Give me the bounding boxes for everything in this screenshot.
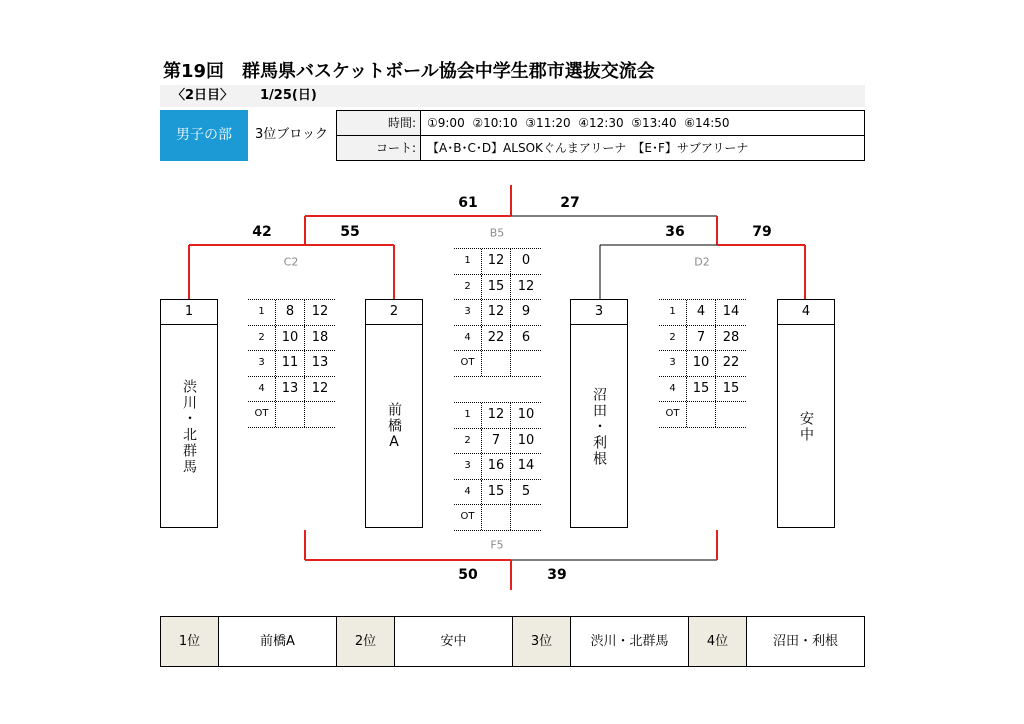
match-label-d2: D2 [694, 255, 710, 269]
period-score-left: 7 [687, 326, 716, 351]
b5-score-right: 27 [560, 195, 580, 211]
period-score-left [482, 505, 511, 530]
c2-period-scores [248, 299, 335, 428]
period-score-right: 5 [521, 483, 531, 499]
period-score-left: 11 [276, 351, 305, 376]
period-score-left: 13 [276, 377, 305, 402]
page-title: 第19回 群馬県バスケットボール協会中学生郡市選抜交流会 [163, 61, 655, 82]
period-score-right [511, 505, 541, 530]
period-score-right: 14 [722, 304, 740, 319]
team-seed: 4 [778, 300, 834, 325]
period-score-left: 12 [482, 300, 511, 325]
period-score-left: 22 [482, 326, 511, 351]
period-label: 3 [454, 454, 482, 479]
f5-score-right: 39 [547, 567, 567, 583]
court-label: コート: [337, 136, 421, 160]
period-row [659, 326, 746, 352]
period-label: 1 [454, 249, 482, 274]
period-row [659, 402, 746, 428]
team-name: 沼田・利根 [591, 386, 607, 467]
team-box-4 [777, 299, 835, 528]
period-score-right: 6 [521, 329, 531, 345]
period-row [454, 505, 541, 531]
d2-score-left: 36 [665, 224, 685, 240]
period-score-left: 10 [687, 351, 716, 376]
schedule-row-time [337, 111, 864, 135]
period-row [659, 377, 746, 403]
team-name: 渋川・北群馬 [181, 378, 197, 475]
rank-place: 2位 [337, 617, 395, 666]
period-row [454, 326, 541, 352]
rank-place: 4位 [689, 617, 747, 666]
period-row [454, 454, 541, 480]
period-score-left [687, 402, 716, 427]
period-score-right: 12 [311, 304, 329, 319]
period-label: OT [454, 351, 482, 376]
day-date: 1/25(日) [260, 88, 317, 103]
d2-score-right: 79 [752, 224, 772, 240]
period-score-left: 15 [482, 480, 511, 505]
period-score-left: 15 [687, 377, 716, 402]
period-score-right: 18 [311, 329, 329, 345]
rank-team: 安中 [395, 617, 513, 666]
team-box-1 [160, 299, 218, 528]
period-score-right: 0 [521, 253, 531, 268]
period-label: 2 [248, 326, 276, 351]
period-label: 2 [454, 429, 482, 454]
period-row [454, 403, 541, 429]
period-score-right: 28 [722, 329, 740, 345]
team-name: 前橋A [386, 401, 402, 452]
period-score-left: 8 [276, 300, 305, 325]
f5-period-scores [454, 402, 541, 531]
period-row [248, 326, 335, 352]
period-score-left: 10 [276, 326, 305, 351]
period-row [454, 300, 541, 326]
period-row [454, 429, 541, 455]
period-score-right: 15 [722, 380, 740, 396]
period-row [659, 300, 746, 326]
period-score-right: 12 [517, 278, 535, 294]
period-label: 3 [659, 351, 687, 376]
division-badge: 男子の部 [160, 110, 248, 161]
c2-score-right: 55 [340, 224, 360, 240]
period-score-left: 12 [482, 403, 511, 428]
period-label: 2 [454, 275, 482, 300]
period-score-right: 22 [722, 355, 740, 371]
period-label: 4 [454, 480, 482, 505]
rank-team: 沼田・利根 [772, 634, 838, 649]
period-label: 1 [659, 300, 687, 325]
b5-period-scores [454, 248, 541, 377]
period-row [248, 300, 335, 326]
match-label-c2: C2 [283, 255, 299, 269]
team-box-3 [570, 299, 628, 528]
period-label: OT [248, 402, 276, 427]
period-score-right: 12 [311, 380, 329, 396]
d2-period-scores [659, 299, 746, 428]
f5-score-left: 50 [458, 567, 478, 583]
c2-score-left: 42 [252, 224, 272, 240]
b5-score-left: 61 [458, 195, 478, 211]
period-score-right: 14 [517, 458, 535, 474]
match-label-b5: B5 [489, 226, 505, 240]
team-seed: 1 [161, 300, 217, 325]
period-score-left: 12 [482, 249, 511, 274]
period-row [248, 377, 335, 403]
period-score-left: 15 [482, 275, 511, 300]
period-score-left [276, 402, 305, 427]
period-row [454, 249, 541, 275]
period-score-right: 10 [517, 407, 535, 422]
day-band [160, 85, 865, 107]
team-seed: 3 [571, 300, 627, 325]
period-score-right: 10 [517, 432, 535, 448]
court-value: 【A･B･C･D】ALSOKぐんまアリーナ 【E･F】サブアリーナ [427, 141, 749, 155]
period-label: 4 [454, 326, 482, 351]
period-label: OT [659, 402, 687, 427]
period-row [454, 275, 541, 301]
time-value: ①9:00 ②10:10 ③11:20 ④12:30 ⑤13:40 ⑥14:50 [427, 116, 730, 130]
time-label: 時間: [337, 111, 421, 135]
period-row [659, 351, 746, 377]
period-label: 2 [659, 326, 687, 351]
period-label: 4 [659, 377, 687, 402]
period-score-right: 13 [311, 355, 329, 371]
schedule-table [336, 110, 865, 161]
period-label: 3 [454, 300, 482, 325]
period-row [248, 402, 335, 428]
period-label: 1 [248, 300, 276, 325]
period-score-right [716, 402, 746, 427]
ranking-table [160, 616, 865, 667]
team-seed: 2 [366, 300, 422, 325]
match-label-f5: F5 [490, 538, 504, 552]
team-box-2 [365, 299, 423, 528]
period-row [454, 351, 541, 377]
period-score-right [305, 402, 335, 427]
schedule-row-court [337, 135, 864, 160]
period-label: 1 [454, 403, 482, 428]
period-label: 4 [248, 377, 276, 402]
period-row [248, 351, 335, 377]
rank-place: 1位 [161, 617, 219, 666]
period-label: OT [454, 505, 482, 530]
rank-place: 3位 [513, 617, 571, 666]
period-score-left: 4 [687, 300, 716, 325]
period-score-left: 7 [482, 429, 511, 454]
period-label: 3 [248, 351, 276, 376]
rank-team: 前橋A [219, 617, 337, 666]
period-score-right: 9 [521, 304, 531, 320]
block-label: 3位ブロック [255, 127, 329, 142]
period-score-right [511, 351, 541, 376]
team-name: 安中 [798, 410, 814, 443]
period-row [454, 480, 541, 506]
rank-team: 渋川・北群馬 [571, 617, 689, 666]
day-label: 〈2日目〉 [172, 88, 234, 103]
period-score-left: 16 [482, 454, 511, 479]
period-score-left [482, 351, 511, 376]
